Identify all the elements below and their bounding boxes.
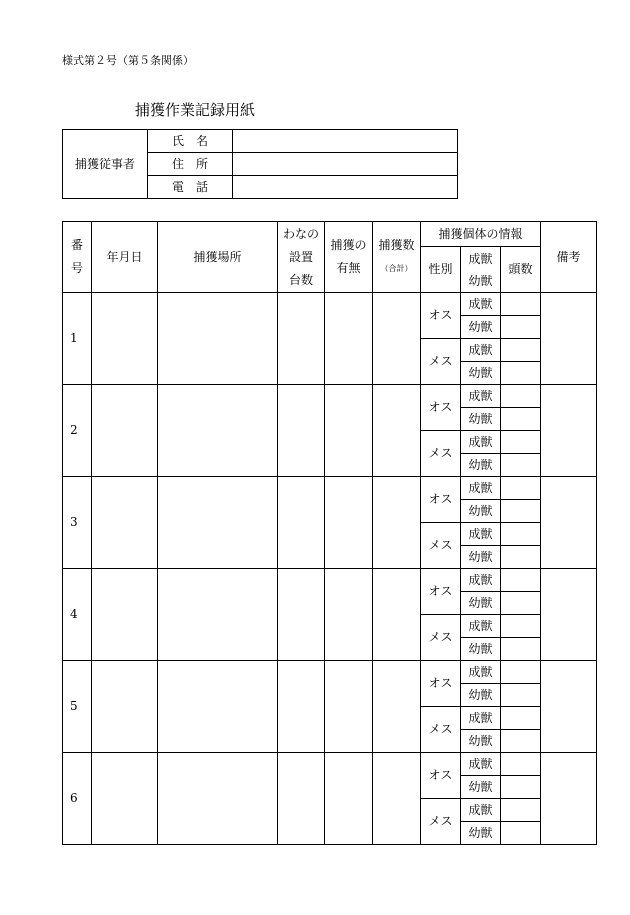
capture-presence-cell[interactable] xyxy=(325,569,373,661)
remarks-cell[interactable] xyxy=(541,753,597,845)
record-number: 1 xyxy=(63,293,92,385)
sex-male-label: オス xyxy=(421,753,461,799)
sex-female-label: メス xyxy=(421,431,461,477)
header-trap-count-line: 台数 xyxy=(288,272,313,287)
header-remarks: 備考 xyxy=(541,222,597,293)
date-cell[interactable] xyxy=(92,477,158,569)
age-juvenile-label: 幼獣 xyxy=(461,730,501,753)
page-title: 捕獲作業記録用紙 xyxy=(135,101,256,119)
phone-field[interactable] xyxy=(233,176,458,199)
age-juvenile-label: 幼獣 xyxy=(461,316,501,339)
age-juvenile-label: 幼獣 xyxy=(461,546,501,569)
capture-total-cell[interactable] xyxy=(373,753,421,845)
age-juvenile-label: 幼獣 xyxy=(461,776,501,799)
head-count-cell[interactable] xyxy=(501,454,541,477)
header-capture-presence-line: 捕獲の xyxy=(330,238,367,252)
header-number-line: 号 xyxy=(70,261,83,275)
table-row xyxy=(63,661,597,684)
capture-presence-cell[interactable] xyxy=(325,753,373,845)
age-adult-label: 成獣 xyxy=(461,615,501,638)
age-juvenile-label: 幼獣 xyxy=(461,638,501,661)
head-count-cell[interactable] xyxy=(501,684,541,707)
trap-count-cell[interactable] xyxy=(278,477,325,569)
head-count-cell[interactable] xyxy=(501,500,541,523)
worker-label: 捕獲従事者 xyxy=(63,130,148,199)
age-juvenile-label: 幼獣 xyxy=(461,822,501,845)
record-number: 5 xyxy=(63,661,92,753)
head-count-cell[interactable] xyxy=(501,362,541,385)
head-count-cell[interactable] xyxy=(501,408,541,431)
sex-male-label: オス xyxy=(421,293,461,339)
capture-total-cell[interactable] xyxy=(373,661,421,753)
date-cell[interactable] xyxy=(92,385,158,477)
location-cell[interactable] xyxy=(158,477,278,569)
header-trap-count-line: わなの xyxy=(282,226,319,241)
remarks-cell[interactable] xyxy=(541,477,597,569)
age-adult-label: 成獣 xyxy=(461,293,501,316)
age-adult-label: 成獣 xyxy=(461,707,501,730)
header-location: 捕獲場所 xyxy=(158,222,278,293)
table-row xyxy=(63,569,597,592)
age-adult-label: 成獣 xyxy=(461,753,501,776)
age-adult-label: 成獣 xyxy=(461,523,501,546)
age-juvenile-label: 幼獣 xyxy=(461,684,501,707)
head-count-cell[interactable] xyxy=(501,477,541,500)
remarks-cell[interactable] xyxy=(541,293,597,385)
header-age-class xyxy=(461,247,501,293)
sex-female-label: メス xyxy=(421,523,461,569)
header-individual-info: 捕獲個体の情報 xyxy=(421,222,541,247)
head-count-cell[interactable] xyxy=(501,799,541,822)
record-group xyxy=(63,385,597,477)
remarks-cell[interactable] xyxy=(541,385,597,477)
address-label: 住 所 xyxy=(148,153,233,176)
remarks-cell[interactable] xyxy=(541,661,597,753)
form-number-label: 様式第２号（第５条関係） xyxy=(62,54,194,67)
trap-count-cell[interactable] xyxy=(278,569,325,661)
table-header xyxy=(63,222,597,293)
sex-female-label: メス xyxy=(421,615,461,661)
sex-female-label: メス xyxy=(421,799,461,845)
table-row xyxy=(63,130,458,153)
head-count-cell[interactable] xyxy=(501,592,541,615)
age-adult-label: 成獣 xyxy=(461,431,501,454)
date-cell[interactable] xyxy=(92,753,158,845)
location-cell[interactable] xyxy=(158,293,278,385)
head-count-cell[interactable] xyxy=(501,615,541,638)
head-count-cell[interactable] xyxy=(501,707,541,730)
record-group xyxy=(63,477,597,569)
location-cell[interactable] xyxy=(158,385,278,477)
header-capture-total-line: 捕獲数 xyxy=(378,238,415,252)
age-juvenile-label: 幼獣 xyxy=(461,454,501,477)
date-cell[interactable] xyxy=(92,661,158,753)
capture-total-cell[interactable] xyxy=(373,293,421,385)
head-count-cell[interactable] xyxy=(501,431,541,454)
head-count-cell[interactable] xyxy=(501,339,541,362)
location-cell[interactable] xyxy=(158,661,278,753)
table-row xyxy=(63,293,597,316)
age-adult-label: 成獣 xyxy=(461,569,501,592)
name-field[interactable] xyxy=(233,130,458,153)
age-juvenile-label: 幼獣 xyxy=(461,592,501,615)
age-adult-label: 成獣 xyxy=(461,339,501,362)
record-group xyxy=(63,661,597,753)
sex-female-label: メス xyxy=(421,339,461,385)
capture-presence-cell[interactable] xyxy=(325,477,373,569)
header-capture-presence xyxy=(325,222,373,293)
table-row xyxy=(63,753,597,776)
head-count-cell[interactable] xyxy=(501,730,541,753)
head-count-cell[interactable] xyxy=(501,638,541,661)
head-count-cell[interactable] xyxy=(501,569,541,592)
capture-total-cell[interactable] xyxy=(373,477,421,569)
date-cell[interactable] xyxy=(92,293,158,385)
header-number-line: 番 xyxy=(70,238,83,252)
capture-total-cell[interactable] xyxy=(373,569,421,661)
sex-male-label: オス xyxy=(421,477,461,523)
header-trap-count xyxy=(278,222,325,293)
header-number xyxy=(63,222,92,293)
age-adult-label: 成獣 xyxy=(461,661,501,684)
header-age-class-line: 幼獣 xyxy=(468,273,493,288)
age-adult-label: 成獣 xyxy=(461,385,501,408)
age-juvenile-label: 幼獣 xyxy=(461,362,501,385)
trap-count-cell[interactable] xyxy=(278,661,325,753)
header-capture-total-note: （合計） xyxy=(380,264,413,273)
age-juvenile-label: 幼獣 xyxy=(461,500,501,523)
date-cell[interactable] xyxy=(92,569,158,661)
location-cell[interactable] xyxy=(158,753,278,845)
remarks-cell[interactable] xyxy=(541,569,597,661)
record-number: 2 xyxy=(63,385,92,477)
trap-count-cell[interactable] xyxy=(278,385,325,477)
sex-male-label: オス xyxy=(421,661,461,707)
head-count-cell[interactable] xyxy=(501,316,541,339)
head-count-cell[interactable] xyxy=(501,753,541,776)
table-row xyxy=(63,385,597,408)
capture-total-cell[interactable] xyxy=(373,385,421,477)
location-cell[interactable] xyxy=(158,569,278,661)
record-group xyxy=(63,569,597,661)
record-number: 4 xyxy=(63,569,92,661)
trap-count-cell[interactable] xyxy=(278,293,325,385)
head-count-cell[interactable] xyxy=(501,546,541,569)
capture-presence-cell[interactable] xyxy=(325,293,373,385)
age-adult-label: 成獣 xyxy=(461,477,501,500)
record-group xyxy=(63,753,597,845)
capture-presence-cell[interactable] xyxy=(325,385,373,477)
head-count-cell[interactable] xyxy=(501,293,541,316)
table-row xyxy=(63,477,597,500)
header-date: 年月日 xyxy=(92,222,158,293)
header-head-count: 頭数 xyxy=(501,247,541,293)
capture-presence-cell[interactable] xyxy=(325,661,373,753)
header-age-class-line: 成獣 xyxy=(468,251,493,266)
address-field[interactable] xyxy=(233,153,458,176)
head-count-cell[interactable] xyxy=(501,385,541,408)
sex-male-label: オス xyxy=(421,569,461,615)
sex-male-label: オス xyxy=(421,385,461,431)
head-count-cell[interactable] xyxy=(501,661,541,684)
header-capture-total xyxy=(373,222,421,293)
age-juvenile-label: 幼獣 xyxy=(461,408,501,431)
capture-record-table xyxy=(62,221,597,845)
header-row xyxy=(63,222,597,247)
worker-info-table xyxy=(62,129,458,199)
record-number: 6 xyxy=(63,753,92,845)
header-sex: 性別 xyxy=(421,247,461,293)
head-count-cell[interactable] xyxy=(501,523,541,546)
head-count-cell[interactable] xyxy=(501,822,541,845)
header-trap-count-line: 設置 xyxy=(288,249,313,264)
record-number: 3 xyxy=(63,477,92,569)
phone-label: 電 話 xyxy=(148,176,233,199)
age-adult-label: 成獣 xyxy=(461,799,501,822)
trap-count-cell[interactable] xyxy=(278,753,325,845)
header-capture-presence-line: 有無 xyxy=(336,261,361,275)
head-count-cell[interactable] xyxy=(501,776,541,799)
name-label: 氏 名 xyxy=(148,130,233,153)
record-group xyxy=(63,293,597,385)
sex-female-label: メス xyxy=(421,707,461,753)
